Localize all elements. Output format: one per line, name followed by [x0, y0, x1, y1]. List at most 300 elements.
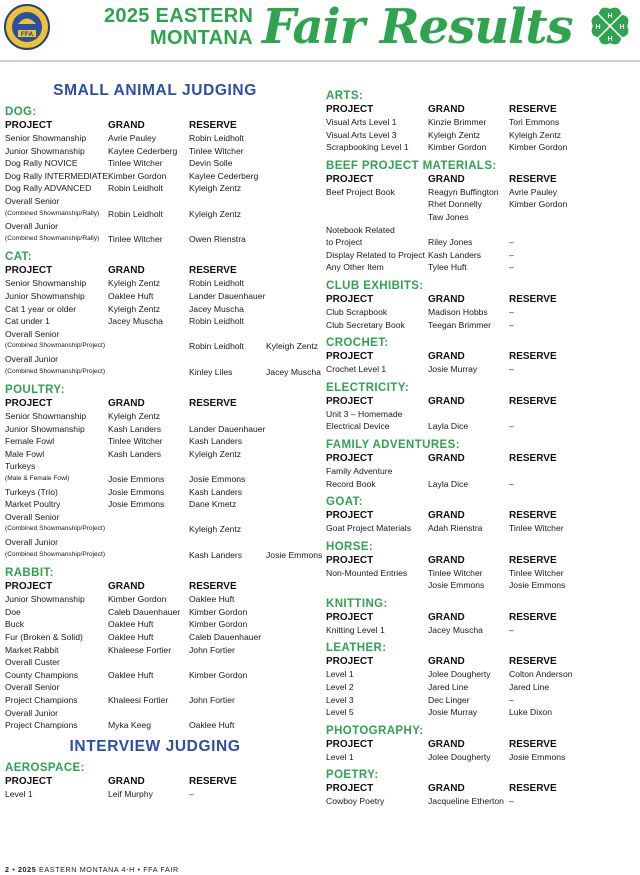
grand-cell: Josie Emmons: [108, 474, 165, 485]
project-cell: Crochet Level 1: [326, 364, 387, 375]
result-row: [326, 408, 636, 421]
grand-cell: Kimber Gordon: [108, 594, 167, 605]
result-row: [5, 669, 305, 682]
project-cell: Junior Showmanship: [5, 290, 85, 301]
grand-header: GRAND: [108, 581, 145, 593]
reserve-header: RESERVE: [509, 452, 557, 464]
result-row: [5, 182, 305, 195]
result-row: [5, 549, 323, 562]
category-heading: GOAT:: [326, 496, 363, 509]
reserve-cell: Oaklee Huft: [189, 594, 235, 605]
result-row: [326, 211, 636, 224]
grand-cell: Jacey Muscha: [108, 316, 163, 327]
category-heading: DOG:: [5, 106, 37, 118]
column-header-row: [326, 655, 636, 668]
reserve-cell: –: [509, 249, 514, 260]
grand-cell: Kimber Gordon: [428, 142, 487, 153]
grand-cell: Josie Murray: [428, 707, 478, 718]
category-heading: CLUB EXHIBITS:: [326, 279, 424, 292]
project-header: PROJECT: [5, 265, 53, 277]
result-row: [5, 523, 305, 536]
column-header-row: [326, 103, 636, 116]
reserve-cell: Colton Anderson: [509, 669, 573, 680]
project-cell: Overall Senior: [5, 328, 60, 339]
grand-header: GRAND: [108, 398, 145, 410]
section-photography: [326, 725, 636, 764]
grand-cell: [108, 536, 189, 549]
reserve-header: RESERVE: [509, 173, 557, 185]
reserve-cell: [509, 408, 636, 421]
grand-cell: Oaklee Huft: [108, 290, 154, 301]
reserve-header: RESERVE: [189, 265, 237, 277]
reserve-cell: [189, 511, 305, 524]
project-cell: (Combined Showmanship/Project): [5, 550, 106, 558]
grand-cell: Josie Emmons: [108, 499, 165, 510]
grand-cell: Tylee Huft: [428, 262, 467, 273]
column-header-row: [326, 611, 636, 624]
four-h-clover-icon: [586, 2, 634, 52]
grand-cell: Josie Emmons: [108, 486, 165, 497]
section-leather: [326, 642, 636, 718]
grand-header: GRAND: [428, 656, 465, 668]
project-header: PROJECT: [326, 104, 374, 115]
project-cell: Cat 1 year or older: [5, 303, 77, 314]
project-header: PROJECT: [326, 452, 374, 464]
reserve-header: RESERVE: [509, 395, 557, 407]
grand-cell: Oaklee Huft: [108, 632, 154, 642]
grand-cell: Reagyn Buffington: [428, 186, 499, 197]
project-cell: to Project: [326, 237, 363, 248]
reserve-cell: [189, 220, 305, 233]
grand-header: GRAND: [428, 104, 465, 115]
section-aerospace: [5, 762, 305, 801]
project-cell: Junior Showmanship: [5, 594, 85, 605]
section-rabbit: [5, 567, 305, 732]
result-row: [5, 631, 305, 644]
grand-cell: Riley Jones: [428, 237, 473, 248]
result-row: [5, 366, 321, 379]
footer-bullet: •: [12, 865, 16, 874]
grand-header: GRAND: [428, 173, 465, 185]
grand-cell: Robin Leidholt: [108, 208, 163, 219]
reserve-cell: Lander Dauenhauer: [189, 290, 266, 301]
result-row: [5, 498, 305, 511]
ffa-logo-text: FFA: [20, 31, 34, 38]
reserve-cell: Kimber Gordon: [509, 199, 568, 210]
reserve-cell: Kyleigh Zentz: [189, 524, 242, 535]
project-header: PROJECT: [326, 656, 374, 668]
project-cell: Overall Junior: [5, 537, 59, 548]
grand-cell: Kash Landers: [108, 448, 162, 459]
reserve-cell: Owen Rienstra: [189, 233, 246, 244]
column-header-row: [326, 173, 636, 186]
grand-cell: [428, 224, 509, 237]
result-row: [326, 681, 636, 694]
reserve-cell: –: [509, 478, 514, 489]
result-row: [5, 277, 305, 290]
project-cell: (Male & Female Fowl): [5, 475, 70, 483]
project-cell: Visual Arts Level 1: [326, 117, 397, 127]
result-row: [5, 353, 305, 366]
result-row: [326, 129, 636, 142]
header-year-line: 2025 EASTERN: [104, 5, 254, 27]
result-row: [5, 157, 305, 170]
reserve-cell: [189, 707, 305, 720]
interview-judging-title: INTERVIEW JUDGING: [69, 737, 241, 755]
project-cell: Senior Showmanship: [5, 278, 87, 289]
project-cell: Dog Rally ADVANCED: [5, 183, 92, 194]
reserve-cell: Kinley Liles: [189, 366, 233, 377]
result-row: [5, 618, 305, 631]
reserve-header: RESERVE: [509, 656, 557, 668]
reserve-cell: Kyleigh Zentz: [189, 448, 242, 459]
grand-cell: Tinlee Witcher: [108, 436, 163, 447]
reserve-cell: Robin Leidholt: [189, 133, 244, 143]
section-crochet: [326, 337, 636, 376]
category-heading: FAMILY ADVENTURES:: [326, 438, 460, 451]
result-row: [5, 536, 305, 549]
wrapped-grand-name: Jacey Muscha: [266, 366, 321, 377]
grand-cell: Khaleese Fortier: [108, 644, 172, 655]
reserve-cell: [509, 465, 636, 478]
project-cell: Goat Project Materials: [326, 523, 412, 534]
grand-cell: Leif Murphy: [108, 788, 153, 799]
grand-cell: [428, 465, 509, 478]
reserve-cell: –: [509, 306, 514, 317]
header-divider: [0, 60, 640, 62]
project-cell: Knitting Level 1: [326, 624, 385, 635]
project-cell: Scrapbooking Level 1: [326, 142, 409, 153]
result-row: [5, 328, 305, 341]
grand-cell: [108, 220, 189, 233]
project-header: PROJECT: [5, 581, 53, 593]
reserve-cell: [189, 656, 305, 669]
ffa-emblem-icon: [4, 3, 50, 51]
result-row: [5, 719, 305, 732]
reserve-cell: [189, 681, 305, 694]
column-header-row: [5, 397, 305, 410]
project-cell: Family Adventure: [326, 465, 393, 476]
project-cell: Notebook Related: [326, 224, 395, 235]
result-row: [5, 681, 305, 694]
reserve-header: RESERVE: [509, 738, 557, 750]
result-row: [5, 473, 305, 486]
result-row: [5, 170, 305, 183]
reserve-cell: –: [509, 364, 514, 375]
grand-header: GRAND: [428, 738, 465, 750]
reserve-cell: [509, 211, 636, 224]
reserve-cell: –: [509, 624, 514, 635]
result-row: [5, 593, 305, 606]
column-header-row: [326, 395, 636, 408]
reserve-cell: Josie Emmons: [509, 751, 566, 762]
category-heading: LEATHER:: [326, 642, 387, 655]
project-cell: County Champions: [5, 669, 79, 680]
grand-cell: Oaklee Huft: [108, 619, 154, 630]
grand-header: GRAND: [428, 510, 465, 522]
grand-cell: Kyleigh Zentz: [108, 411, 161, 422]
project-cell: Senior Showmanship: [5, 411, 87, 422]
grand-cell: Jared Line: [428, 682, 469, 693]
grand-cell: Kaylee Cederberg: [108, 145, 178, 156]
result-row: [326, 706, 636, 719]
project-cell: Junior Showmanship: [5, 423, 85, 434]
project-cell: Level 1: [326, 669, 354, 680]
section-dog: [5, 106, 305, 245]
project-cell: Female Fowl: [5, 436, 55, 447]
reserve-header: RESERVE: [509, 510, 557, 522]
grand-cell: Jolee Dougherty: [428, 751, 491, 762]
grand-cell: [108, 460, 189, 473]
reserve-cell: [189, 353, 305, 366]
project-cell: [326, 211, 428, 224]
reserve-cell: Avrie Pauley: [509, 186, 558, 197]
four-h-logo-text-left: H: [595, 24, 601, 31]
result-row: [5, 208, 305, 221]
reserve-cell: Kimber Gordon: [189, 619, 248, 630]
project-cell: Fur (Broken & Solid): [5, 632, 83, 642]
grand-cell: Teegan Brimmer: [428, 319, 492, 330]
column-header-row: [326, 350, 636, 363]
grand-cell: Avrie Pauley: [108, 133, 157, 143]
reserve-cell: [189, 460, 305, 473]
page-footer: [5, 865, 179, 874]
result-row: [5, 303, 305, 316]
result-row: [326, 249, 636, 262]
project-header: PROJECT: [5, 120, 53, 131]
grand-cell: [108, 511, 189, 524]
project-header: PROJECT: [326, 611, 374, 623]
grand-cell: [108, 707, 189, 720]
result-row: [5, 132, 305, 145]
reserve-cell: Tinlee Witcher: [509, 523, 564, 534]
column-header-row: [326, 554, 636, 567]
section-cat: [5, 251, 321, 378]
result-row: [326, 751, 636, 764]
section-arts: [326, 90, 636, 154]
section-club: [326, 280, 636, 331]
result-row: [326, 579, 636, 592]
project-cell: Dog Rally INTERMEDIATE: [5, 170, 108, 181]
project-cell: Buck: [5, 619, 25, 630]
result-row: [5, 511, 305, 524]
project-cell: Male Fowl: [5, 448, 45, 459]
reserve-cell: –: [509, 319, 514, 330]
reserve-header: RESERVE: [189, 775, 237, 787]
project-cell: Beef Project Book: [326, 186, 395, 197]
project-cell: Overall Junior: [5, 707, 59, 718]
project-cell: Any Other Item: [326, 262, 384, 273]
grand-cell: [108, 195, 189, 208]
grand-cell: Jacey Muscha: [428, 624, 483, 635]
grand-cell: Kyleigh Zentz: [428, 129, 481, 140]
section-beef: [326, 160, 636, 274]
small-animal-judging-title: SMALL ANIMAL JUDGING: [53, 82, 257, 99]
category-heading: POULTRY:: [5, 384, 65, 397]
reserve-cell: Josie Emmons: [509, 580, 566, 591]
project-cell: Market Poultry: [5, 499, 61, 510]
project-cell: Turkeys: [5, 461, 36, 472]
page-header: [0, 0, 640, 60]
result-row: [5, 340, 319, 353]
grand-cell: [108, 523, 189, 536]
reserve-header: RESERVE: [189, 398, 237, 410]
reserve-cell: –: [509, 237, 514, 248]
category-heading: BEEF PROJECT MATERIALS:: [326, 159, 497, 172]
reserve-cell: Tinlee Witcher: [509, 567, 564, 578]
result-row: [5, 423, 305, 436]
result-row: [5, 656, 305, 669]
project-cell: Turkeys (Trio): [5, 486, 58, 497]
result-row: [326, 198, 636, 211]
project-header: PROJECT: [326, 510, 374, 522]
reserve-header: RESERVE: [509, 611, 557, 623]
result-row: [5, 694, 305, 707]
reserve-cell: Kyleigh Zentz: [509, 129, 562, 140]
grand-cell: [108, 328, 189, 341]
category-heading: POETRY:: [326, 769, 379, 782]
result-row: [326, 478, 636, 491]
grand-cell: Rhet Donnelly: [428, 199, 482, 210]
right-column: [326, 84, 636, 808]
project-cell: Overall Custer: [5, 657, 60, 668]
reserve-cell: John Fortier: [189, 644, 235, 655]
reserve-cell: Kash Landers: [189, 486, 243, 497]
project-cell: Cowboy Poetry: [326, 796, 385, 807]
result-row: [326, 694, 636, 707]
reserve-cell: Josie Emmons: [189, 474, 246, 485]
column-header-row: [326, 509, 636, 522]
footer-text: EASTERN MONTANA 4-H • FFA FAIR: [38, 865, 179, 874]
project-cell: Project Champions: [5, 720, 78, 731]
project-cell: Cat under 1: [5, 316, 50, 327]
reserve-cell: Kimber Gordon: [189, 669, 248, 680]
project-cell: (Combined Showmanship/Rally): [5, 234, 100, 242]
result-row: [326, 306, 636, 319]
section-knitting: [326, 598, 636, 637]
reserve-cell: Robin Leidholt: [189, 341, 244, 352]
project-cell: Doe: [5, 606, 21, 617]
project-cell: Overall Senior: [5, 682, 60, 693]
wrapped-grand-name: Kyleigh Zentz: [266, 341, 319, 352]
grand-cell: Adah Rienstra: [428, 523, 483, 534]
result-row: [326, 522, 636, 535]
reserve-cell: Oaklee Huft: [189, 720, 235, 731]
project-cell: Club Secretary Book: [326, 319, 405, 330]
result-row: [326, 186, 636, 199]
reserve-cell: [189, 195, 305, 208]
grand-header: GRAND: [428, 554, 465, 566]
grand-header: GRAND: [428, 395, 465, 407]
grand-cell: Josie Murray: [428, 364, 478, 375]
result-row: [326, 465, 636, 478]
grand-header: GRAND: [428, 611, 465, 623]
result-row: [326, 363, 636, 376]
grand-cell: Caleb Dauenhauer: [108, 606, 181, 617]
result-row: [5, 145, 305, 158]
category-heading: CROCHET:: [326, 337, 389, 350]
reserve-cell: Robin Leidholt: [189, 316, 244, 327]
header-montana-line: MONTANA: [150, 27, 253, 49]
result-row: [5, 195, 305, 208]
column-header-row: [5, 580, 305, 593]
grand-cell: Kash Landers: [428, 249, 482, 260]
four-h-logo-text-bottom: H: [607, 36, 613, 43]
category-heading: PHOTOGRAPHY:: [326, 724, 424, 737]
reserve-header: RESERVE: [509, 293, 557, 305]
left-column: [5, 70, 323, 800]
grand-cell: Jolee Dougherty: [428, 669, 491, 680]
grand-cell: [108, 340, 189, 353]
column-header-row: [326, 782, 636, 795]
reserve-cell: [189, 410, 305, 423]
result-row: [326, 420, 636, 433]
grand-cell: Layla Dice: [428, 478, 469, 489]
reserve-cell: [189, 536, 305, 549]
project-cell: Overall Junior: [5, 221, 59, 232]
reserve-cell: Jared Line: [509, 682, 550, 693]
project-cell: Overall Senior: [5, 511, 60, 522]
project-cell: Senior Showmanship: [5, 133, 87, 143]
grand-cell: Tinlee Witcher: [108, 158, 163, 169]
grand-cell: Kinzie Brimmer: [428, 117, 487, 127]
reserve-cell: Devin Solle: [189, 158, 233, 169]
project-cell: Junior Showmanship: [5, 145, 85, 156]
column-header-row: [5, 119, 305, 132]
reserve-cell: Tori Emmons: [509, 117, 560, 127]
result-row: [326, 224, 636, 237]
reserve-cell: Kyleigh Zentz: [189, 183, 242, 194]
grand-cell: Tinlee Witcher: [428, 567, 483, 578]
result-row: [5, 644, 305, 657]
project-cell: (Combined Showmanship/Project): [5, 342, 106, 350]
project-header: PROJECT: [326, 554, 374, 566]
reserve-header: RESERVE: [509, 104, 557, 115]
wrapped-grand-name: Josie Emmons: [266, 549, 323, 560]
reserve-cell: [509, 224, 636, 237]
grand-cell: [108, 656, 189, 669]
category-heading: ARTS:: [326, 90, 364, 102]
section-goat: [326, 496, 636, 535]
reserve-cell: –: [189, 788, 194, 799]
project-cell: (Combined Showmanship/Project): [5, 525, 106, 533]
reserve-cell: Kaylee Cederberg: [189, 170, 259, 181]
project-cell: Dog Rally NOVICE: [5, 158, 78, 169]
category-heading: CAT:: [5, 251, 32, 264]
reserve-cell: Kyleigh Zentz: [189, 208, 242, 219]
grand-cell: Madison Hobbs: [428, 306, 488, 317]
reserve-header: RESERVE: [509, 783, 557, 795]
reserve-header: RESERVE: [509, 554, 557, 566]
result-row: [5, 788, 305, 801]
result-row: [326, 624, 636, 637]
result-row: [326, 261, 636, 274]
result-row: [5, 435, 305, 448]
result-row: [5, 486, 305, 499]
grand-cell: Myka Keeg: [108, 720, 151, 731]
result-row: [5, 606, 305, 619]
reserve-header: RESERVE: [189, 581, 237, 593]
reserve-cell: Kash Landers: [189, 549, 243, 560]
result-row: [326, 795, 636, 808]
page-number: 2: [5, 865, 10, 874]
category-heading: AEROSPACE:: [5, 761, 85, 774]
project-cell: Overall Senior: [5, 195, 60, 206]
reserve-cell: Lander Dauenhauer: [189, 423, 266, 434]
project-cell: Level 2: [326, 682, 354, 693]
section-horse: [326, 541, 636, 592]
footer-year: 2025: [17, 865, 37, 874]
